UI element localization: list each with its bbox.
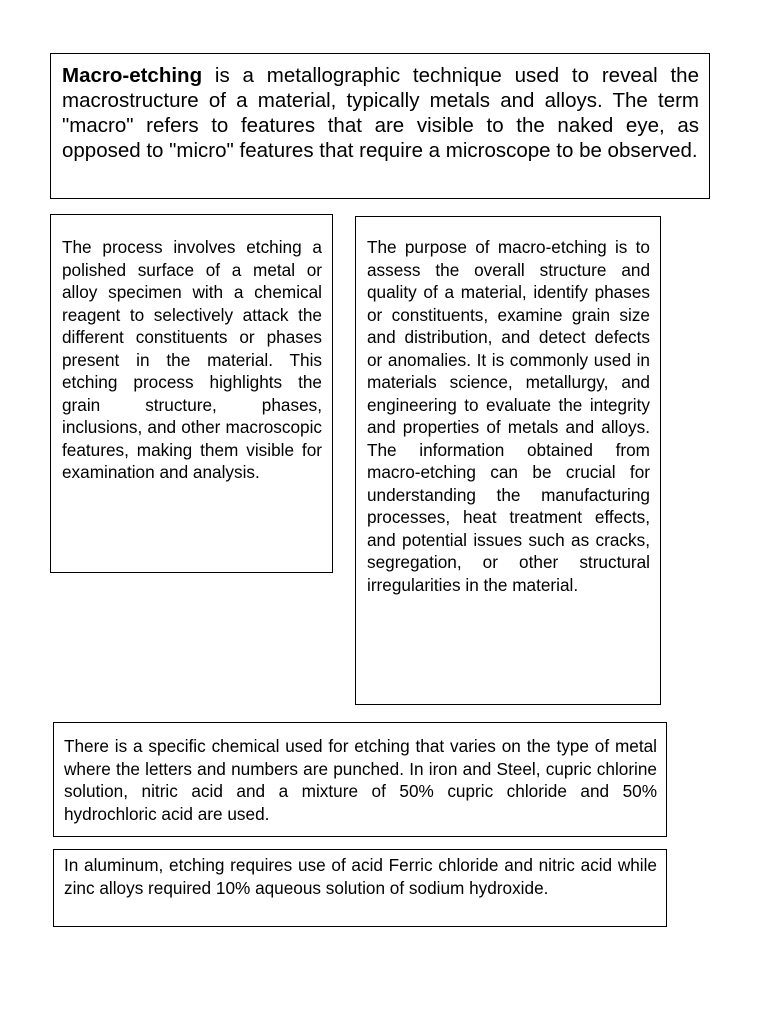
process-box bbox=[50, 214, 333, 573]
intro-box bbox=[50, 53, 710, 199]
intro-paragraph bbox=[62, 63, 699, 163]
intro-text: is a metallographic technique used to reveal the macrostructure of a material, typically metals and alloys. The term "macro" refers to features that are visible to the naked eye, as opposed to "micro" features that require a microscope to be observed. bbox=[62, 64, 699, 162]
aluminum-box bbox=[53, 849, 667, 927]
process-paragraph: The process involves etching a polished surface of a metal or alloy specimen with a chemical reagent to selectively attack the different constituents or phases present in the material. This etching process highlights the grain structure, phases, inclusions, and other macroscopic features, making them visible for examination and analysis. bbox=[62, 237, 322, 482]
purpose-paragraph: The purpose of macro-etching is to assess the overall structure and quality of a material, identify phases or constituents, examine grain size and distribution, and detect defects or anomalies. It is commonly used in materials science, metallurgy, and engineering to evaluate the integrity and properties of metals and alloys. The information obtained from macro-etching can be crucial for understanding the manufacturing processes, heat treatment effects, and potential issues such as cracks, segregation, or other structural irregularities in the material. bbox=[367, 237, 650, 595]
purpose-box bbox=[355, 216, 661, 705]
intro-term: Macro-etching bbox=[62, 64, 203, 87]
chemical-box bbox=[53, 722, 667, 837]
aluminum-paragraph: In aluminum, etching requires use of acid Ferric chloride and nitric acid while zinc alloys required 10% aqueous solution of sodium hydroxide. bbox=[64, 855, 657, 898]
chemical-paragraph: There is a specific chemical used for etching that varies on the type of metal where the letters and numbers are punched. In iron and Steel, cupric chlorine solution, nitric acid and a mixture of 50% cupric chloride and 50% hydrochloric acid are used. bbox=[64, 736, 657, 824]
